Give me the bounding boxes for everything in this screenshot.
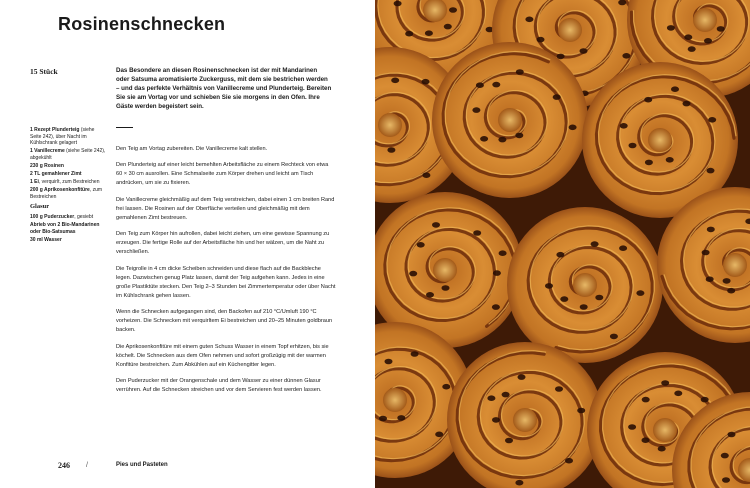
raisin xyxy=(480,136,488,142)
raisin xyxy=(492,82,500,88)
method-step: Den Plunderteig auf einer leicht bemehlten Arbeitsfläche zu einem Rechteck von etwa 60 × 30 cm ausrollen. Eine Schmalseite zum Körper drehen und leicht am Tisch andrücken, um sie zu fixieren. xyxy=(116,162,329,187)
raisin xyxy=(619,245,627,251)
raisin xyxy=(518,374,526,380)
raisin xyxy=(702,250,710,256)
ingredient-amount: Abrieb von 2 Bio-Mandarinen oder Bio-Satsumas xyxy=(30,222,100,235)
raisin xyxy=(411,351,419,357)
method-step: Den Puderzucker mit der Orangenschale und dem Wasser zu einer dünnen Glasur verrühren. Auf die Schnecken streichen und vor dem Servieren fest werden lassen. xyxy=(116,378,322,394)
raisin xyxy=(435,432,443,438)
ingredient-item xyxy=(30,237,106,244)
rosinenschnecken-photo xyxy=(375,0,750,488)
raisin xyxy=(580,48,588,54)
raisin xyxy=(397,415,405,421)
ingredient-item xyxy=(30,222,106,235)
raisin xyxy=(667,25,675,31)
raisin xyxy=(417,242,425,248)
ingredient-note: , gesiebt xyxy=(74,214,94,221)
raisin xyxy=(515,480,523,486)
raisin xyxy=(449,7,457,13)
raisin xyxy=(492,304,500,310)
ingredient-item xyxy=(30,214,106,221)
raisin xyxy=(610,334,618,340)
ingredient-amount: 1 Ei xyxy=(30,179,39,186)
raisin xyxy=(708,117,716,123)
raisin xyxy=(545,283,553,289)
raisin xyxy=(727,288,735,294)
raisin xyxy=(394,1,402,7)
raisin xyxy=(442,285,450,291)
raisin xyxy=(492,417,500,423)
ingredient-note: (siehe Seite 242), über Nacht im Kühlschrank gelagert xyxy=(30,127,95,147)
glaze-heading: Glasur xyxy=(30,203,50,211)
ingredient-note: , zum Bestreichen xyxy=(30,187,103,200)
raisin xyxy=(723,278,731,284)
raisin xyxy=(629,143,637,149)
footer-divider: / xyxy=(86,462,88,469)
raisin xyxy=(620,123,628,129)
raisin xyxy=(422,79,430,85)
raisin xyxy=(666,157,674,163)
raisin xyxy=(728,432,736,438)
raisin xyxy=(661,380,669,386)
raisin xyxy=(472,107,480,113)
raisin xyxy=(516,69,524,75)
ingredient-item xyxy=(30,148,106,161)
raisin xyxy=(405,31,413,37)
ingredient-item xyxy=(30,127,106,147)
raisin xyxy=(645,160,653,166)
raisin xyxy=(537,37,545,43)
pastry-swirl xyxy=(507,207,663,363)
raisin xyxy=(425,30,433,36)
raisin xyxy=(644,97,652,103)
ingredient-amount: 200 g Aprikosenkonfitüre xyxy=(30,187,90,194)
yield-label: 15 Stück xyxy=(30,67,58,76)
ingredient-amount: 100 g Puderzucker xyxy=(30,214,75,221)
raisin xyxy=(379,416,387,422)
method-step: Die Aprikosenkonfitüre mit einem guten Schuss Wasser in einem Topf erhitzen, bis sie köchelt. Die Schnecken aus dem Ofen nehmen und sofort großzügig mit der warmen Konfitüre bestreichen. Zum Abkühlen auf ein Küchengitter legen. xyxy=(116,343,329,368)
raisin xyxy=(499,250,507,256)
raisin xyxy=(493,270,501,276)
ingredient-note: , verquirlt, zum Bestreichen xyxy=(38,179,100,186)
raisin xyxy=(387,147,395,153)
ingredient-item xyxy=(30,163,106,170)
pastry-image xyxy=(375,0,750,488)
ingredient-amount: 1 Rezept Plunderteig xyxy=(30,127,80,133)
recipe-intro: Das Besondere an diesen Rosinenschnecken ist der mit Mandarinen oder Satsuma aromatisierte Zuckerguss, mit dem sie bestrichen werden – und das perfekte Verhältnis von Vanillecreme und Plunderteig. Bereiten Sie sie am Vortag vor und schieben Sie sie morgens in den Ofen. Ihre Gäste werden begeistert sein. xyxy=(116,67,332,111)
raisin xyxy=(444,24,452,30)
raisin xyxy=(515,133,523,139)
method-steps xyxy=(116,145,336,403)
raisin xyxy=(580,304,588,310)
ingredient-item xyxy=(30,171,106,178)
raisin xyxy=(671,86,679,92)
raisin xyxy=(385,359,393,365)
raisin xyxy=(628,424,636,430)
raisin xyxy=(498,137,506,143)
raisin xyxy=(684,34,692,40)
raisin xyxy=(658,446,666,452)
pastry-swirl xyxy=(432,42,588,198)
ingredient-item xyxy=(30,179,106,186)
raisin xyxy=(642,397,650,403)
raisin xyxy=(683,101,691,107)
intro-divider xyxy=(116,127,133,128)
method-step: Den Teig zum Körper hin aufrollen, dabei leicht ziehen, um eine gewisse Spannung zu erzeugen. Die fertige Rolle auf der Arbeitsfläche hin und her wälzen, um die Naht zu verschließen. xyxy=(116,231,330,256)
raisin xyxy=(701,397,709,403)
raisin xyxy=(707,168,715,174)
ingredient-amount: 230 g Rosinen xyxy=(30,162,64,169)
raisin xyxy=(432,222,440,228)
raisin xyxy=(636,290,644,296)
ingredient-note: (siehe Seite 242), abgekühlt xyxy=(30,148,106,161)
raisin xyxy=(409,271,417,277)
raisin xyxy=(525,17,533,23)
raisin xyxy=(502,392,510,398)
ingredient-amount: 30 ml Wasser xyxy=(30,236,62,243)
raisin xyxy=(722,477,730,483)
raisin xyxy=(704,38,712,44)
page-title: Rosinenschnecken xyxy=(58,14,226,34)
raisin xyxy=(426,292,434,298)
raisin xyxy=(707,227,715,233)
raisin xyxy=(591,241,599,247)
method-step: Wenn die Schnecken aufgegangen sind, den Backofen auf 210 °C/Umluft 190 °C vorheizen. Die Schnecken mit verquirltem Ei bestreichen und 20–25 Minuten goldbraun backen. xyxy=(116,309,333,334)
ingredient-amount: 1 Vanillecreme xyxy=(30,148,65,155)
page-number: 246 xyxy=(58,461,70,470)
raisin xyxy=(674,391,682,397)
ingredient-list xyxy=(30,127,106,245)
raisin xyxy=(555,386,563,392)
raisin xyxy=(595,295,603,301)
raisin xyxy=(569,125,577,131)
raisin xyxy=(688,46,696,52)
raisin xyxy=(476,82,484,88)
raisin xyxy=(473,230,481,236)
raisin xyxy=(717,26,725,32)
raisin xyxy=(487,395,495,401)
raisin xyxy=(565,458,573,464)
raisin xyxy=(642,437,650,443)
raisin xyxy=(721,453,729,459)
raisin xyxy=(391,78,399,84)
raisin xyxy=(556,252,564,258)
raisin xyxy=(622,53,630,59)
raisin xyxy=(553,94,561,100)
method-step: Die Vanillecreme gleichmäßig auf dem Teig verstreichen, dabei einen 1 cm breiten Rand frei lassen. Die Rosinen auf der Oberfläche verteilen und gleichmäßig mit dem gemahlenen Zimt bestreuen. xyxy=(116,196,335,221)
raisin xyxy=(557,54,565,60)
method-step: Den Teig am Vortag zubereiten. Die Vanillecreme kalt stellen. xyxy=(116,146,268,152)
raisin xyxy=(560,296,568,302)
section-title: Pies und Pasteten xyxy=(116,462,168,468)
raisin xyxy=(577,408,585,414)
raisin xyxy=(442,384,450,390)
ingredient-amount: 2 TL gemahlener Zimt xyxy=(30,171,82,178)
ingredient-item xyxy=(30,187,106,200)
raisin xyxy=(706,276,714,282)
method-step: Die Teigrolle in 4 cm dicke Scheiben schneiden und diese flach auf die Backbleche legen. Dazwischen genug Platz lassen, damit der Teig aufgehen kann. Jedes in eine große Plastiktüte stecken. Den Teig 2–3 Stunden bei Zimmertemperatur oder über Nacht im Kühlschrank gehen lassen. xyxy=(116,265,336,299)
raisin xyxy=(505,438,513,444)
raisin xyxy=(422,172,430,178)
